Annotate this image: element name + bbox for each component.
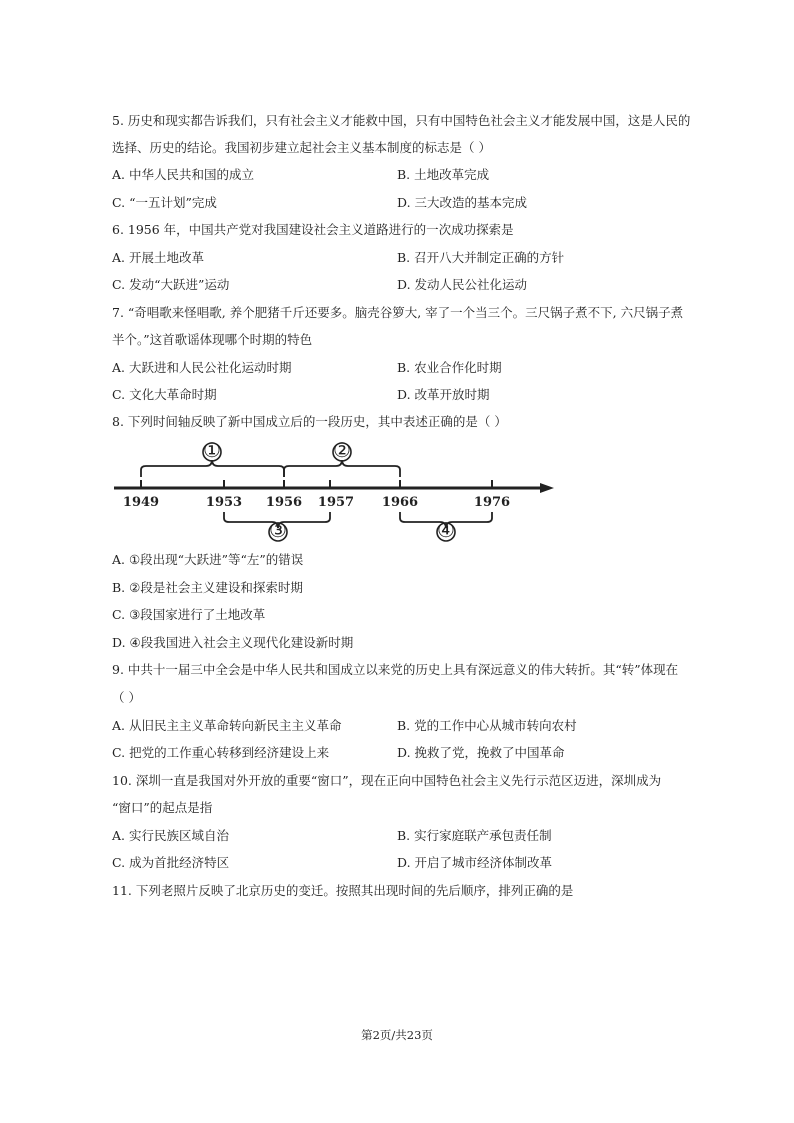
- q8-option-a: A. ①段出现“大跃进”等“左”的错误: [112, 552, 304, 567]
- timeline-arrow-icon: [540, 483, 554, 493]
- brace-segment-2: [284, 460, 400, 477]
- q7-option-a: A. 大跃进和人民公社化运动时期: [112, 360, 292, 375]
- segment-1-label: ①: [203, 440, 221, 462]
- q10-stem-line-1: 10. 深圳一直是我国对外开放的重要“窗口”，现在正向中国特色社会主义先行示范区迈进，深圳成为: [112, 773, 662, 788]
- q9-option-d: D. 挽救了党，挽救了中国革命: [397, 745, 565, 760]
- q5-option-b: B. 土地改革完成: [397, 167, 490, 182]
- q6-option-b: B. 召开八大并制定正确的方针: [397, 250, 565, 265]
- q10-stem-line-2: “窗口”的起点是指: [112, 800, 213, 815]
- q10-option-d: D. 开启了城市经济体制改革: [397, 855, 553, 870]
- q5-option-d: D. 三大改造的基本完成: [397, 195, 528, 210]
- q10-option-b: B. 实行家庭联产承包责任制: [397, 828, 552, 843]
- q5-stem-line-1: 5. 历史和现实都告诉我们，只有社会主义才能救中国，只有中国特色社会主义才能发展中国，这是人民的: [112, 113, 691, 128]
- q11-stem-line-1: 11. 下列老照片反映了北京历史的变迁。按照其出现时间的先后顺序，排列正确的是: [112, 883, 574, 898]
- segment-3-label: ③: [269, 518, 287, 542]
- year-label-1956: 1956: [265, 495, 303, 510]
- year-label-1966: 1966: [381, 495, 419, 510]
- q5-stem-line-2: 选择、历史的结论。我国初步建立起社会主义基本制度的标志是（ ）: [112, 140, 491, 155]
- q7-stem-line-1: 7. “奇唱歌来怪唱歌, 养个肥猪千斤还要多。脑壳谷箩大, 宰了一个当三个。三尺锅子煮不下, 六尺锅子煮: [112, 305, 684, 320]
- q8-option-b: B. ②段是社会主义建设和探索时期: [112, 580, 303, 595]
- q6-option-c: C. 发动“大跃进”运动: [112, 277, 230, 292]
- segment-4-label: ④: [437, 518, 455, 542]
- q8-option-c: C. ③段国家进行了土地改革: [112, 607, 266, 622]
- q7-stem-line-2: 半个。”这首歌谣体现哪个时期的特色: [112, 332, 313, 347]
- q6-stem-line-1: 6. 1956 年，中国共产党对我国建设社会主义道路进行的一次成功探索是: [112, 222, 514, 237]
- q9-stem-line-2: （ ）: [112, 690, 141, 705]
- q9-option-c: C. 把党的工作重心转移到经济建设上来: [112, 745, 330, 760]
- q6-option-d: D. 发动人民公社化运动: [397, 277, 528, 292]
- q6-option-a: A. 开展土地改革: [112, 250, 204, 265]
- q9-option-b: B. 党的工作中心从城市转向农村: [397, 718, 577, 733]
- year-label-1953: 1953: [205, 495, 243, 510]
- q10-option-c: C. 成为首批经济特区: [112, 855, 230, 870]
- q8-stem-line-1: 8. 下列时间轴反映了新中国成立后的一段历史，其中表述正确的是（ ）: [112, 414, 507, 429]
- q7-option-d: D. 改革开放时期: [397, 387, 490, 402]
- q9-stem-line-1: 9. 中共十一届三中全会是中华人民共和国成立以来党的历史上具有深远意义的伟大转折。其“转”体现在: [112, 662, 679, 677]
- q9-option-a: A. 从旧民主主义革命转向新民主主义革命: [112, 718, 342, 733]
- page-footer: 第2页/共23页: [361, 1028, 433, 1042]
- timeline-diagram: [110, 440, 560, 542]
- year-label-1949: 1949: [122, 495, 160, 510]
- year-label-1957: 1957: [317, 495, 355, 510]
- brace-segment-1: [141, 460, 284, 477]
- q5-option-a: A. 中华人民共和国的成立: [112, 167, 254, 182]
- q10-option-a: A. 实行民族区域自治: [112, 828, 229, 843]
- q8-option-d: D. ④段我国进入社会主义现代化建设新时期: [112, 635, 354, 650]
- q5-option-c: C. “一五计划”完成: [112, 195, 217, 210]
- year-label-1976: 1976: [473, 495, 511, 510]
- segment-2-label: ②: [333, 440, 351, 462]
- q7-option-b: B. 农业合作化时期: [397, 360, 502, 375]
- q7-option-c: C. 文化大革命时期: [112, 387, 217, 402]
